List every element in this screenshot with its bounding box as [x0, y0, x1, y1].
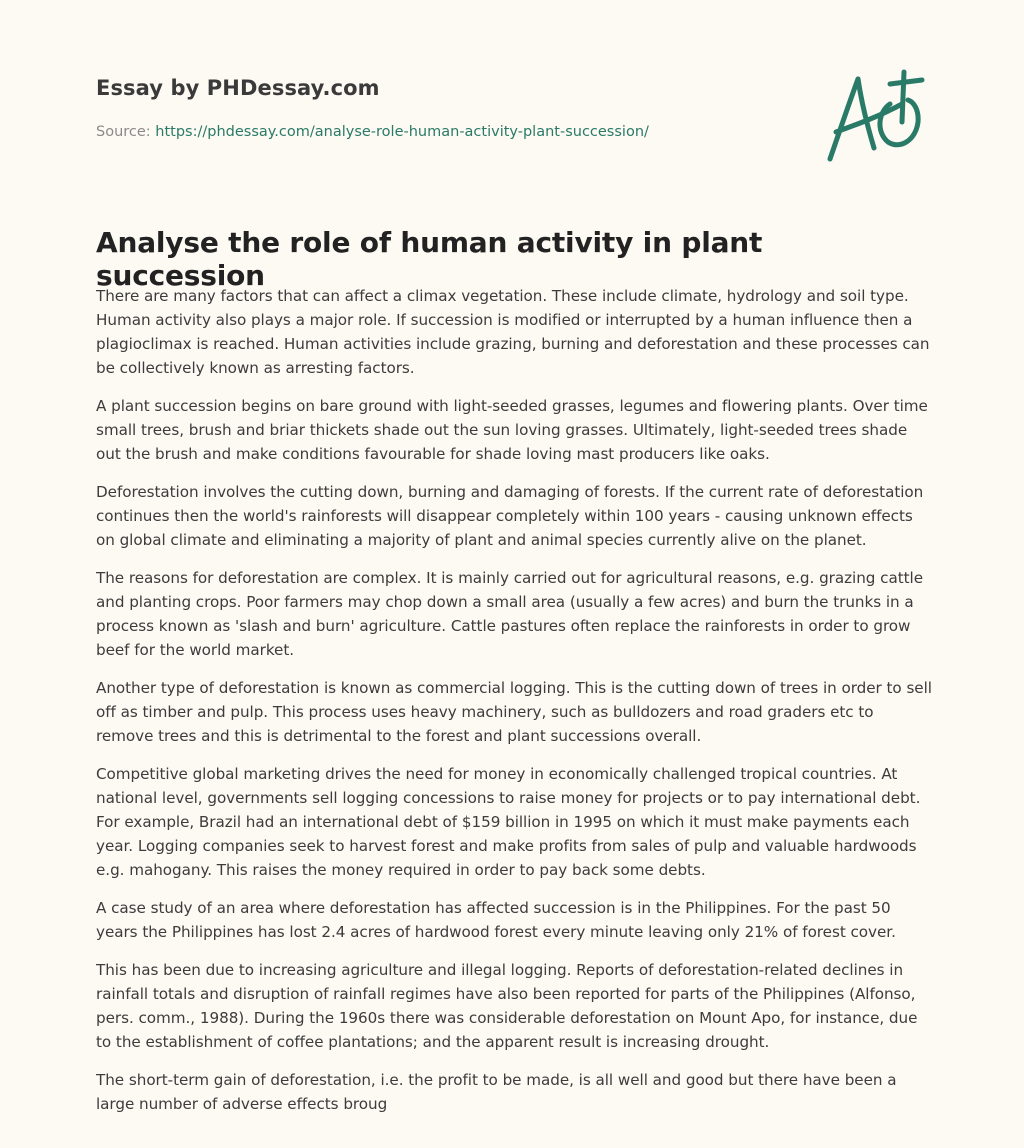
site-name: Essay by PHDessay.com: [96, 76, 380, 100]
essay-title: Analyse the role of human activity in plant succession: [96, 226, 763, 292]
essay-paragraph: This has been due to increasing agriculture and illegal logging. Reports of deforestation-related declines in rainfall totals and disruption of rainfall regimes have also been reported for parts of the Philippines (Alfonso, pers. comm., 1988). During the 1960s there was considerable deforestation on Mount Apo, for instance, due to the establishment of coffee plantations; and the apparent result is increasing drought.: [96, 961, 918, 1051]
essay-paragraph: A case study of an area where deforestation has affected succession is in the Philippines. For the past 50 years the Philippines has lost 2.4 acres of hardwood forest every minute leaving only 21% of forest cover.: [96, 899, 896, 941]
essay-paragraph: Competitive global marketing drives the need for money in economically challenged tropical countries. At national level, governments sell logging concessions to raise money for projects or to pay international debt. For example, Brazil had an international debt of $159 billion in 1995 on which it must make payments each year. Logging companies seek to harvest forest and make profits from sales of pulp and valuable hardwoods e.g. mahogany. This raises the money required in order to pay back some debts.: [96, 765, 921, 879]
source-label: Source:: [96, 124, 151, 140]
essay-paragraph: Deforestation involves the cutting down, burning and damaging of forests. If the current rate of deforestation continues then the world's rainforests will disappear completely within 100 years - causing unknown effects on global climate and eliminating a majority of plant and animal species currently alive on the planet.: [96, 483, 924, 549]
essay-paragraph: A plant succession begins on bare ground with light-seeded grasses, legumes and flowering plants. Over time small trees, brush and briar thickets shade out the sun loving grasses. Ultimately, light-seeded trees shade out the brush and make conditions favourable for shade loving mast producers like oaks.: [96, 397, 928, 463]
essay-paragraph: The short-term gain of deforestation, i.e. the profit to be made, is all well and good but there have been a large number of adverse effects broug: [96, 1071, 897, 1113]
essay-paragraph: Another type of deforestation is known as commercial logging. This is the cutting down of trees in order to sell off as timber and pulp. This process uses heavy machinery, such as bulldozers and road graders etc to remove trees and this is detrimental to the forest and plant successions overall.: [96, 679, 932, 745]
essay-paragraph: There are many factors that can affect a climax vegetation. These include climate, hydrology and soil type. Human activity also plays a major role. If succession is modified or interrupted by a human influence then a plagioclimax is reached. Human activities include grazing, burning and deforestation and these processes can be collectively known as arresting factors.: [96, 287, 930, 377]
source-line: [96, 124, 649, 140]
essay-body: [96, 284, 932, 1130]
essay-paragraph: The reasons for deforestation are complex. It is mainly carried out for agricultural reasons, e.g. grazing cattle and planting crops. Poor farmers may chop down a small area (usually a few acres) and burn the trunks in a process known as 'slash and burn' agriculture. Cattle pastures often replace the rainforests in order to grow beef for the world market.: [96, 569, 923, 659]
source-link[interactable]: https://phdessay.com/analyse-role-human-activity-plant-succession/: [155, 124, 649, 140]
a-plus-logo-icon: [818, 66, 930, 166]
